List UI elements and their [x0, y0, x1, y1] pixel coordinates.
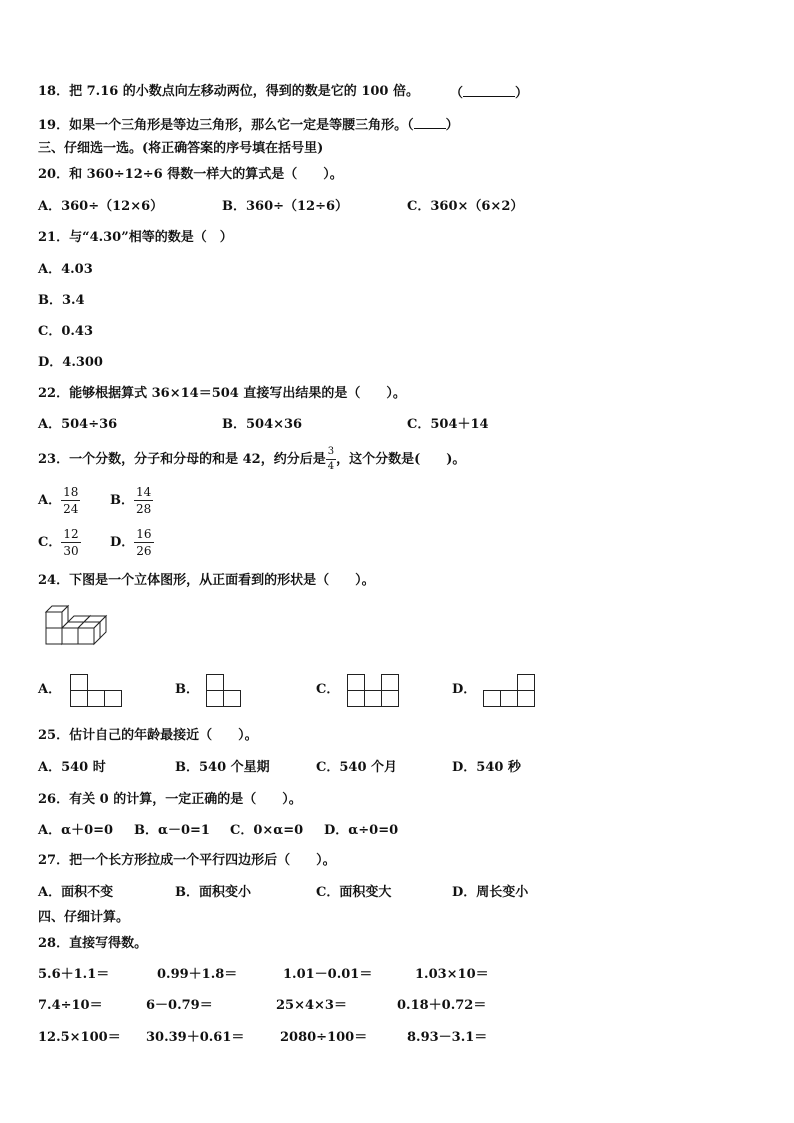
question-26-option-a[interactable]: A．α＋0=0	[38, 823, 114, 838]
section-4-heading: 四、仔细计算。	[38, 910, 130, 925]
calc-item: 7.4÷10＝	[38, 998, 103, 1013]
option-d-view	[483, 674, 535, 708]
question-20-option-c[interactable]: C．360×（6×2）	[407, 199, 524, 214]
calc-item: 0.99＋1.8＝	[157, 967, 238, 982]
calc-item: 5.6＋1.1＝	[38, 967, 110, 982]
question-18	[38, 84, 419, 100]
question-18-answer-paren: （ ）	[450, 86, 529, 101]
question-23-option-c[interactable]: C． $\frac{12}{30}$	[38, 527, 79, 558]
answer-blank-19[interactable]	[414, 116, 446, 129]
calc-item: 2080÷100＝	[280, 1030, 368, 1045]
question-21-stem: 21．与“4.30”相等的数是（ ）	[38, 230, 233, 245]
question-24-option-b[interactable]: B．	[175, 682, 199, 697]
calc-item: 30.39＋0.61＝	[146, 1030, 245, 1045]
question-25-option-a[interactable]: A．540 时	[38, 760, 106, 775]
option-b-view	[206, 674, 242, 708]
calc-item: 8.93－3.1＝	[407, 1030, 488, 1045]
question-19-text: 19．如果一个三角形是等边三角形，那么它一定是等腰三角形。（	[38, 118, 414, 133]
question-26-option-d[interactable]: D．α÷0=0	[324, 823, 399, 838]
question-27-option-b[interactable]: B．面积变小	[175, 885, 251, 900]
question-21-option-b[interactable]: B．3.4	[38, 293, 85, 308]
question-21-option-d[interactable]: D．4.300	[38, 355, 103, 370]
calc-item: 1.03×10＝	[415, 967, 489, 982]
question-26-option-c[interactable]: C．0×α=0	[230, 823, 304, 838]
question-25-option-c[interactable]: C．540 个月	[316, 760, 398, 775]
option-c-view	[347, 674, 399, 708]
question-25-stem: 25．估计自己的年龄最接近（ ）。	[38, 728, 258, 743]
option-a-view	[70, 674, 122, 708]
question-27-stem: 27．把一个长方形拉成一个平行四边形后（ ）。	[38, 853, 336, 868]
question-18-text: 18．把 7.16 的小数点向左移动两位，得到的数是它的 100 倍。	[38, 84, 419, 99]
question-23-stem: 23．一个分数，分子和分母的和是 42，约分后是 $\frac{3}{4}$ ，这个分数是( )。	[38, 446, 466, 472]
calc-item: 0.18＋0.72＝	[397, 998, 487, 1013]
question-21-option-a[interactable]: A．4.03	[38, 262, 93, 277]
question-24-stem: 24．下图是一个立体图形，从正面看到的形状是（ ）。	[38, 573, 375, 588]
question-28-stem: 28．直接写得数。	[38, 936, 148, 951]
question-20-stem: 20．和 360÷12÷6 得数一样大的算式是（ ）。	[38, 167, 343, 182]
fraction-three-quarters: $\frac{3}{4}$	[327, 446, 335, 472]
question-27-option-a[interactable]: A．面积不变	[38, 885, 114, 900]
question-27-option-d[interactable]: D．周长变小	[452, 885, 529, 900]
question-24-option-a[interactable]: A．	[38, 682, 62, 697]
question-26-option-b[interactable]: B．α－0=1	[134, 823, 210, 838]
question-19: 19．如果一个三角形是等边三角形，那么它一定是等腰三角形。（ ）	[38, 118, 459, 133]
question-23-option-a[interactable]: A． $\frac{18}{24}$	[38, 485, 79, 516]
calc-item: 6－0.79＝	[146, 998, 213, 1013]
question-25-option-b[interactable]: B．540 个星期	[175, 760, 270, 775]
question-23-option-b[interactable]: B． $\frac{14}{28}$	[110, 485, 152, 516]
question-25-option-d[interactable]: D．540 秒	[452, 760, 521, 775]
question-22-option-c[interactable]: C．504＋14	[407, 417, 489, 432]
question-21-option-c[interactable]: C．0.43	[38, 324, 94, 339]
question-22-option-a[interactable]: A．504÷36	[38, 417, 118, 432]
question-24-option-c[interactable]: C．	[316, 682, 340, 697]
section-3-heading: 三、仔细选一选。(将正确答案的序号填在括号里)	[38, 141, 324, 156]
calc-item: 1.01－0.01＝	[283, 967, 373, 982]
question-24-option-d[interactable]: D．	[452, 682, 477, 697]
calc-item: 12.5×100＝	[38, 1030, 121, 1045]
question-22-stem: 22．能够根据算式 36×14＝504 直接写出结果的是（ ）。	[38, 386, 406, 401]
question-26-stem: 26．有关 0 的计算，一定正确的是（ ）。	[38, 792, 302, 807]
question-27-option-c[interactable]: C．面积变大	[316, 885, 392, 900]
calc-item: 25×4×3＝	[276, 998, 347, 1013]
question-20-option-a[interactable]: A．360÷（12×6）	[38, 199, 164, 214]
solid-figure-cubes	[40, 600, 112, 652]
question-20-option-b[interactable]: B．360÷（12÷6）	[222, 199, 349, 214]
question-22-option-b[interactable]: B．504×36	[222, 417, 303, 432]
question-23-option-d[interactable]: D． $\frac{16}{26}$	[110, 527, 152, 558]
answer-blank-18[interactable]	[463, 84, 515, 97]
